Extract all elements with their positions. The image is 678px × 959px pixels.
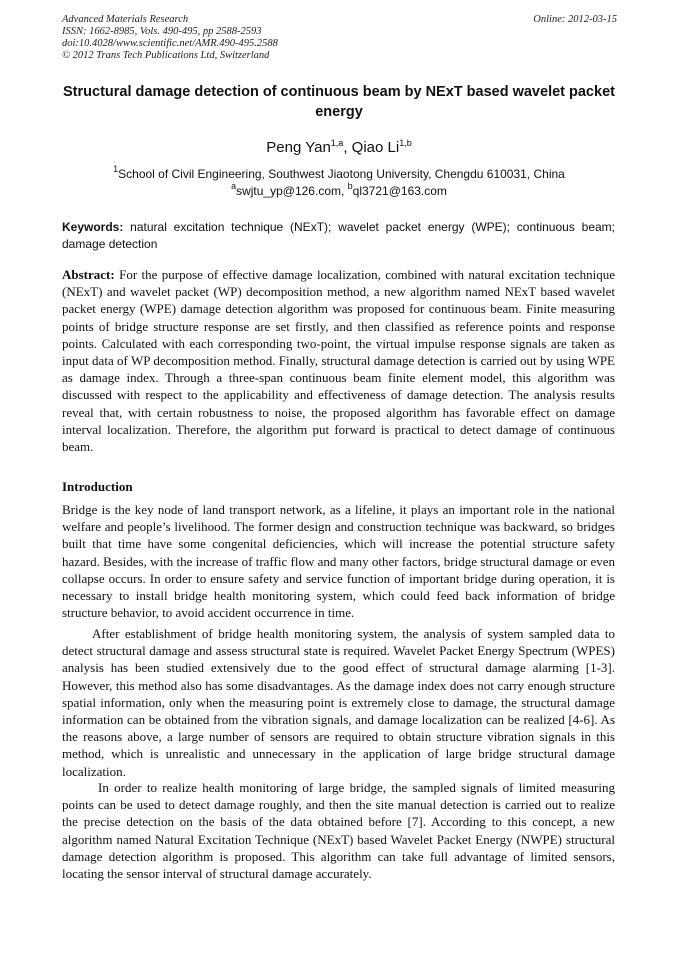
abstract-text: For the purpose of effective damage localization, combined with natural excitation technique (NExT) and wavelet packet (WP) decomposition method, a new algorithm named NExT based wavelet packet energy (WPE) damage detection algorithm was proposed for continuous beam. Finite measuring points of bridge structure response are set firstly, and then classified as reference points and response points. Calculated with each corresponding two-point, the virtual impulse response signals are taken as input data of WP decomposition method. Finally, structural damage detection is carried out by using WPE as damage index. Through a three-span continuous beam finite element model, this algorithm was discussed with respect to the applicability and effectiveness of damage detection. The analysis results reveal that, with certain robustness to noise, the proposed algorithm has favorable effect on damage interval localization. Therefore, the algorithm put forward is practical to detect damage of continuous beam. [62, 267, 615, 455]
author-name: Peng Yan [266, 139, 331, 156]
author-list [0, 139, 678, 157]
intro-paragraph-2: After establishment of bridge health monitoring system, the analysis of system sampled data to detect structural damage and assess structural state is required. Wavelet Packet Energy Spectrum (WPES) analysis has been studied extensively due to the good effect of structural damage alarming [1-3]. However, this method also has some disadvantages. As the damage index does not carry enough structure spatial information, only when the measuring point is extremely close to damage, the structural damage information can be obtained from the vibration signals, and damage localization can be realized [4-6]. As the reasons above, a large number of sensors are required to obtain structure vibration signals in this method, which is unrealistic and unnecessary in the application of large bridge structural damage localization. [62, 626, 615, 779]
author-emails [0, 183, 678, 200]
author-separator: , [343, 139, 352, 156]
paper-title: Structural damage detection of continuous beam by NExT based wavelet packet energy [63, 84, 615, 120]
keywords-label: Keywords: [62, 220, 124, 234]
author-name: Qiao Li [351, 139, 400, 156]
journal-header [62, 14, 617, 62]
abstract [62, 266, 615, 455]
issn-line: ISSN: 1662-8985, Vols. 490-495, pp 2588-2593 [62, 26, 262, 37]
copyright-line: © 2012 Trans Tech Publications Ltd, Switzerland [62, 50, 270, 61]
author-affiliation-mark: 1,b [399, 138, 412, 148]
keywords [62, 219, 615, 253]
intro-paragraph-3: In order to realize health monitoring of large bridge, the sampled signals of limited measuring points can be used to detect damage roughly, and then the site manual detection is carried out to realize the precise detection on the basis of the data obtained before [7]. According to this concept, a new algorithm named Natural Excitation Technique (NExT) based Wavelet Packet Energy (NWPE) structural damage detection algorithm is proposed. This algorithm can take full advantage of limited sensors, locating the sensor interval of structural damage accurately. [62, 780, 615, 882]
email-a: swjtu_yp@126.com, [236, 184, 348, 198]
email-b: ql3721@163.com [352, 184, 447, 198]
author-affiliation-mark: 1,a [330, 138, 344, 148]
section-heading-introduction: Introduction [62, 479, 133, 494]
journal-name: Advanced Materials Research [62, 14, 189, 25]
affiliation-mark: 1 [113, 164, 119, 174]
affiliation-text: School of Civil Engineering, Southwest Jiaotong University, Chengdu 610031, China [118, 167, 565, 181]
doi-line: doi:10.4028/www.scientific.net/AMR.490-495.2588 [62, 38, 278, 49]
email-mark: b [347, 181, 353, 191]
online-date: Online: 2012-03-15 [533, 14, 617, 25]
email-mark: a [231, 181, 237, 191]
keywords-text: natural excitation technique (NExT); wavelet packet energy (WPE); continuous beam; damage detection [62, 220, 615, 251]
abstract-label: Abstract: [62, 267, 115, 282]
affiliation [0, 166, 678, 183]
intro-paragraph-1: Bridge is the key node of land transport network, as a lifeline, it plays an important role in the national welfare and people’s livelihood. The former design and construction technique was backward, so bridges built that time have some congenital deficiencies, which will increase the potential structure safety hazard. Besides, with the increase of traffic flow and many other factors, bridge structural damage or even collapse occurs. In order to ensure safety and service function of important bridge during operation, it is necessary to install bridge health monitoring system, which could feed back information of bridge structure behavior, to avoid accident occurrence in time. [62, 502, 615, 621]
